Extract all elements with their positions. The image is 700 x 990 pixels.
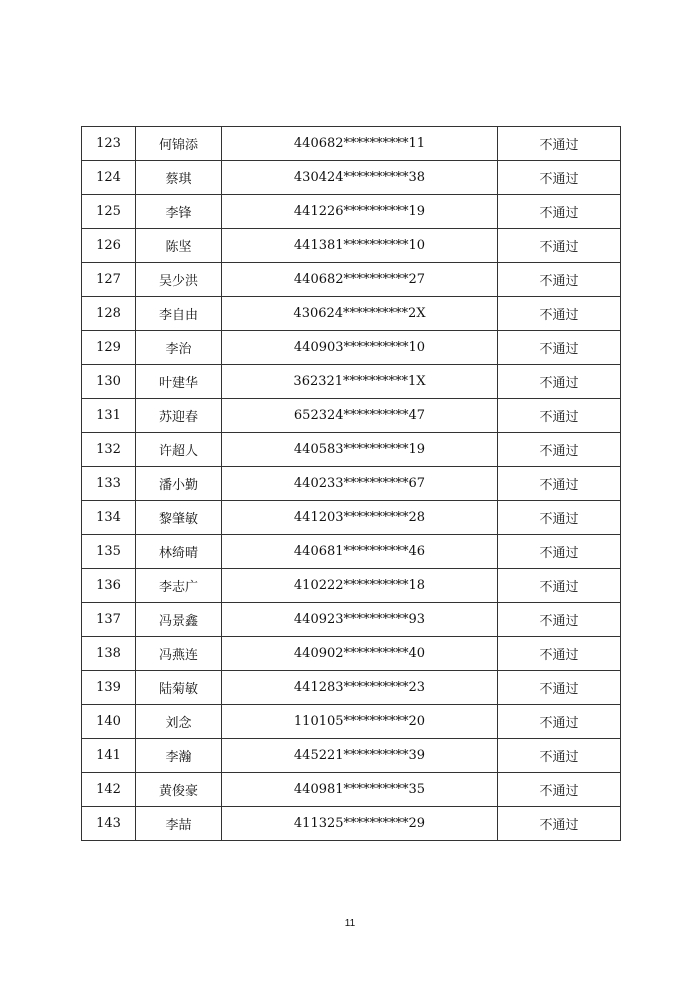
table-row [82,331,621,365]
result-cell: 不通过 [498,161,621,195]
id-number-cell: 441283**********23 [222,671,498,705]
name-cell: 李喆 [136,807,222,841]
id-number-cell: 410222**********18 [222,569,498,603]
serial-number-cell: 136 [82,569,136,603]
serial-number-cell: 127 [82,263,136,297]
name-cell: 李志广 [136,569,222,603]
table-row [82,365,621,399]
serial-number-cell: 133 [82,467,136,501]
results-table [81,126,621,841]
name-cell: 许超人 [136,433,222,467]
table-row [82,569,621,603]
result-cell: 不通过 [498,127,621,161]
result-cell: 不通过 [498,705,621,739]
result-cell: 不通过 [498,739,621,773]
name-cell: 陆菊敏 [136,671,222,705]
table-row [82,467,621,501]
id-number-cell: 440682**********27 [222,263,498,297]
result-cell: 不通过 [498,671,621,705]
name-cell: 林绮晴 [136,535,222,569]
serial-number-cell: 138 [82,637,136,671]
name-cell: 冯燕连 [136,637,222,671]
name-cell: 叶建华 [136,365,222,399]
table-row [82,535,621,569]
serial-number-cell: 132 [82,433,136,467]
serial-number-cell: 123 [82,127,136,161]
table-row [82,739,621,773]
id-number-cell: 411325**********29 [222,807,498,841]
table-row [82,501,621,535]
serial-number-cell: 135 [82,535,136,569]
serial-number-cell: 125 [82,195,136,229]
table-row [82,127,621,161]
id-number-cell: 362321**********1X [222,365,498,399]
name-cell: 苏迎春 [136,399,222,433]
name-cell: 黄俊豪 [136,773,222,807]
name-cell: 何锦添 [136,127,222,161]
id-number-cell: 440233**********67 [222,467,498,501]
name-cell: 李锋 [136,195,222,229]
serial-number-cell: 137 [82,603,136,637]
name-cell: 黎肇敏 [136,501,222,535]
table-row [82,229,621,263]
table-row [82,297,621,331]
results-table-body [82,127,621,841]
result-cell: 不通过 [498,229,621,263]
result-cell: 不通过 [498,501,621,535]
serial-number-cell: 140 [82,705,136,739]
table-row [82,637,621,671]
result-cell: 不通过 [498,603,621,637]
result-cell: 不通过 [498,195,621,229]
result-cell: 不通过 [498,467,621,501]
serial-number-cell: 131 [82,399,136,433]
result-cell: 不通过 [498,297,621,331]
serial-number-cell: 139 [82,671,136,705]
result-cell: 不通过 [498,365,621,399]
name-cell: 冯景鑫 [136,603,222,637]
table-row [82,195,621,229]
id-number-cell: 440682**********11 [222,127,498,161]
id-number-cell: 440902**********40 [222,637,498,671]
table-row [82,433,621,467]
name-cell: 李瀚 [136,739,222,773]
id-number-cell: 440981**********35 [222,773,498,807]
serial-number-cell: 141 [82,739,136,773]
result-cell: 不通过 [498,433,621,467]
id-number-cell: 441381**********10 [222,229,498,263]
name-cell: 蔡琪 [136,161,222,195]
id-number-cell: 430424**********38 [222,161,498,195]
id-number-cell: 445221**********39 [222,739,498,773]
serial-number-cell: 143 [82,807,136,841]
serial-number-cell: 129 [82,331,136,365]
table-row [82,161,621,195]
id-number-cell: 441226**********19 [222,195,498,229]
name-cell: 李治 [136,331,222,365]
table-row [82,671,621,705]
name-cell: 陈坚 [136,229,222,263]
id-number-cell: 440903**********10 [222,331,498,365]
serial-number-cell: 130 [82,365,136,399]
serial-number-cell: 128 [82,297,136,331]
id-number-cell: 110105**********20 [222,705,498,739]
page-number: 11 [344,918,356,929]
table-row [82,263,621,297]
result-cell: 不通过 [498,773,621,807]
serial-number-cell: 124 [82,161,136,195]
name-cell: 吴少洪 [136,263,222,297]
serial-number-cell: 142 [82,773,136,807]
name-cell: 刘念 [136,705,222,739]
result-cell: 不通过 [498,399,621,433]
table-row [82,807,621,841]
serial-number-cell: 134 [82,501,136,535]
name-cell: 李自由 [136,297,222,331]
table-row [82,603,621,637]
result-cell: 不通过 [498,331,621,365]
id-number-cell: 440583**********19 [222,433,498,467]
table-row [82,705,621,739]
table-row [82,399,621,433]
name-cell: 潘小勤 [136,467,222,501]
result-cell: 不通过 [498,569,621,603]
id-number-cell: 430624**********2X [222,297,498,331]
serial-number-cell: 126 [82,229,136,263]
table-row [82,773,621,807]
id-number-cell: 652324**********47 [222,399,498,433]
id-number-cell: 440681**********46 [222,535,498,569]
result-cell: 不通过 [498,263,621,297]
id-number-cell: 441203**********28 [222,501,498,535]
result-cell: 不通过 [498,807,621,841]
result-cell: 不通过 [498,535,621,569]
id-number-cell: 440923**********93 [222,603,498,637]
result-cell: 不通过 [498,637,621,671]
